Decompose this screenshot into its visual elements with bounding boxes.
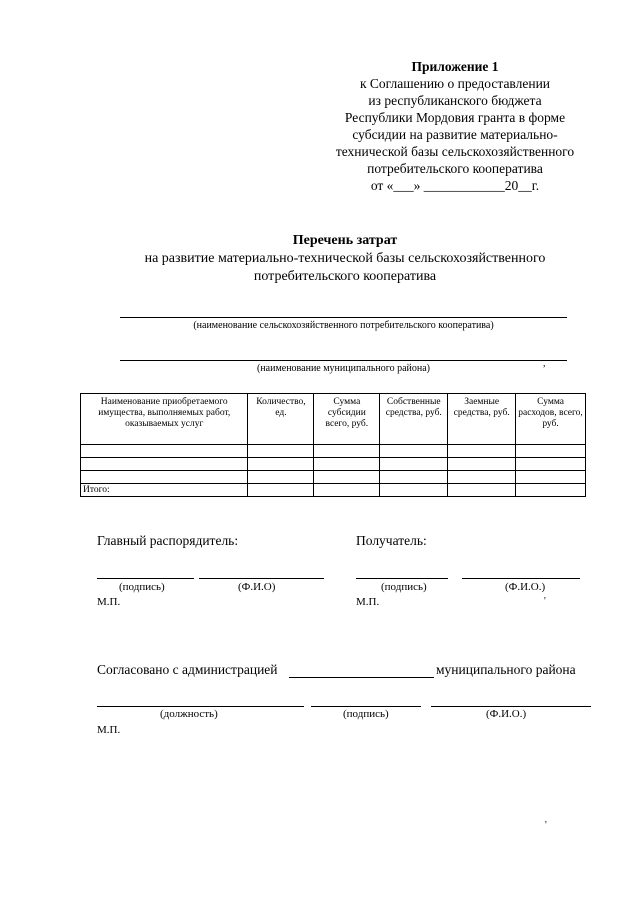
agreement-fio-caption: (Ф.И.О.)	[486, 708, 527, 720]
table-row	[81, 458, 586, 471]
table-cell[interactable]	[248, 471, 314, 484]
table-cell[interactable]	[314, 458, 380, 471]
table-header-row	[81, 394, 586, 445]
table-cell[interactable]	[314, 471, 380, 484]
agreement-text-before: Согласовано с администрацией	[97, 662, 278, 677]
table-cell[interactable]	[448, 484, 516, 497]
appendix-line: субсидии на развитие материально-	[352, 127, 558, 142]
table-cell[interactable]	[314, 445, 380, 458]
agreement-mp: М.П.	[97, 724, 121, 736]
column-header: Собственные средства, руб.	[380, 394, 448, 445]
chief-signature-line[interactable]	[97, 578, 194, 579]
agreement-fio-line[interactable]	[431, 706, 591, 707]
table-cell[interactable]	[314, 484, 380, 497]
table-cell[interactable]	[516, 484, 586, 497]
appendix-line: к Соглашению о предоставлении	[359, 76, 551, 91]
table-cell[interactable]	[81, 445, 248, 458]
column-header: Заемные средства, руб.	[448, 394, 516, 445]
table-cell[interactable]	[448, 445, 516, 458]
document-subtitle-line1: на развитие материально-технической базы сельскохозяйственного	[144, 251, 546, 266]
column-header: Наименование приобретаемого имущества, выполняемых работ, оказываемых услуг	[81, 394, 248, 445]
appendix-line: технической базы сельскохозяйственного	[335, 144, 575, 159]
agreement-text-after: муниципального района	[436, 662, 576, 677]
cost-table	[80, 393, 586, 497]
coop-name-caption: (наименование сельскохозяйственного потребительского кооператива)	[193, 320, 494, 331]
table-total-row	[81, 484, 586, 497]
recipient-fio-caption: (Ф.И.О.)	[505, 581, 546, 593]
table-cell[interactable]	[448, 458, 516, 471]
position-caption: (должность)	[160, 708, 218, 720]
table-cell[interactable]	[516, 458, 586, 471]
table-cell[interactable]	[81, 458, 248, 471]
appendix-date-line: от «___» ____________20__г.	[370, 178, 540, 193]
table-cell[interactable]	[448, 471, 516, 484]
agreement-signature-caption: (подпись)	[343, 708, 389, 720]
tick-mark: ,	[543, 358, 546, 369]
table-cell[interactable]	[516, 471, 586, 484]
table-cell[interactable]	[81, 471, 248, 484]
chief-fio-line[interactable]	[199, 578, 324, 579]
table-row	[81, 471, 586, 484]
table-cell[interactable]	[248, 445, 314, 458]
recipient-mp: М.П.	[356, 596, 380, 608]
chief-label: Главный распорядитель:	[97, 533, 239, 548]
appendix-header	[300, 58, 610, 194]
chief-mp: М.П.	[97, 596, 121, 608]
column-header: Количество, ед.	[248, 394, 314, 445]
district-name-caption: (наименование муниципального района)	[256, 363, 431, 374]
total-label: Итого:	[81, 484, 248, 497]
tick-mark: '	[545, 820, 547, 831]
tick-mark: '	[544, 596, 546, 607]
position-line[interactable]	[97, 706, 304, 707]
chief-signature-caption: (подпись)	[119, 581, 165, 593]
recipient-label: Получатель:	[356, 533, 427, 548]
table-row	[81, 445, 586, 458]
appendix-line: Республики Мордовия гранта в форме	[344, 110, 566, 125]
coop-name-line[interactable]	[120, 317, 567, 318]
table-cell[interactable]	[248, 484, 314, 497]
table-cell[interactable]	[516, 445, 586, 458]
document-title: Перечень затрат	[292, 233, 398, 248]
recipient-signature-line[interactable]	[356, 578, 448, 579]
table-cell[interactable]	[380, 445, 448, 458]
table-cell[interactable]	[380, 471, 448, 484]
document-subtitle-line2: потребительского кооператива	[253, 269, 437, 284]
appendix-line: из республиканского бюджета	[368, 93, 542, 108]
recipient-fio-line[interactable]	[462, 578, 580, 579]
column-header: Сумма субсидии всего, руб.	[314, 394, 380, 445]
table-cell[interactable]	[380, 484, 448, 497]
table-cell[interactable]	[248, 458, 314, 471]
chief-fio-caption: (Ф.И.О)	[238, 581, 276, 593]
administration-name-line[interactable]	[289, 677, 434, 678]
column-header: Сумма расходов, всего, руб.	[516, 394, 586, 445]
agreement-signature-line[interactable]	[311, 706, 421, 707]
district-name-line[interactable]	[120, 360, 567, 361]
recipient-signature-caption: (подпись)	[381, 581, 427, 593]
appendix-title: Приложение 1	[411, 59, 499, 74]
appendix-line: потребительского кооператива	[367, 161, 543, 176]
table-cell[interactable]	[380, 458, 448, 471]
document-heading	[80, 232, 610, 286]
